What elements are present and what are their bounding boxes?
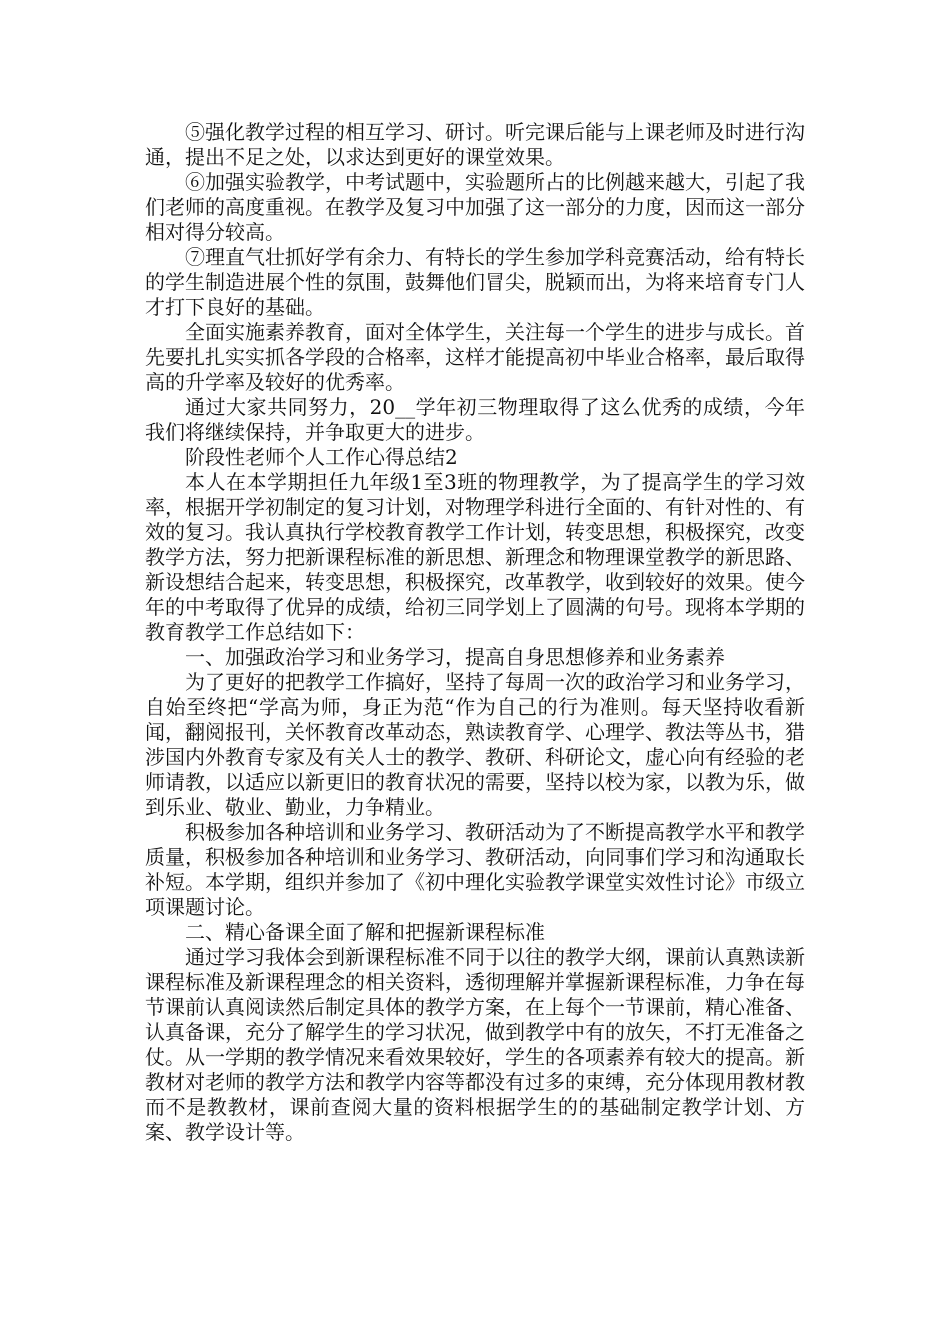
paragraph-quality-education: 全面实施素养教育，面对全体学生，关注每一个学生的进步与成长。首先要扎扎实实抓各学段的合格率，这样才能提高初中毕业合格率，最后取得高的升学率及较好的优秀率。 xyxy=(145,320,805,394)
document-page xyxy=(145,120,805,1145)
section-title-summary-2: 阶段性老师个人工作心得总结2 xyxy=(185,445,458,469)
heading-political-study: 一、加强政治学习和业务学习，提高自身思想修养和业务素养 xyxy=(185,645,725,669)
paragraph-weekly-study: 为了更好的把教学工作搞好，坚持了每周一次的政治学习和业务学习，自始至终把“学高为师，身正为范“作为自己的行为准则。每天坚持收看新闻，翻阅报刊，关怀教育改革动态，熟读教育学、心理学、教法等丛书，猎涉国内外教育专家及有关人士的教学、教研、科研论文，虚心向有经验的老师请教，以适应以新更旧的教育状况的需要，坚持以校为家，以教为乐，做到乐业、敬业、勤业，力争精业。 xyxy=(145,670,805,819)
paragraph-curriculum-standard: 通过学习我体会到新课程标准不同于以往的教学大纲，课前认真熟读新课程标准及新课程理念的相关资料，透彻理解并掌握新课程标准，力争在每节课前认真阅读然后制定具体的教学方案，在上每个一节课前，精心准备、认真备课，充分了解学生的学习状况，做到教学中有的放矢，不打无准备之仗。从一学期的教学情况来看效果较好，学生的各项素养有较大的提高。新教材对老师的教学方法和教学内容等都没有过多的束缚，充分体现用教材教而不是教教材，课前查阅大量的资料根据学生的的基础制定教学计划、方案、教学设计等。 xyxy=(145,945,805,1144)
paragraph-achievement: 通过大家共同努力，20__学年初三物理取得了这么优秀的成绩，今年我们将继续保持，并争取更大的进步。 xyxy=(145,395,805,444)
paragraph-6-experiment-teaching: ⑥加强实验教学，中考试题中，实验题所占的比例越来越大，引起了我们老师的高度重视。在教学及复习中加强了这一部分的力度，因而这一部分相对得分较高。 xyxy=(145,170,805,244)
paragraph-5-collaboration: ⑤强化教学过程的相互学习、研讨。听完课后能与上课老师及时进行沟通，提出不足之处，以求达到更好的课堂效果。 xyxy=(145,120,805,169)
paragraph-training: 积极参加各种培训和业务学习、教研活动为了不断提高教学水平和教学质量，积极参加各种培训和业务学习、教研活动，向同事们学习和沟通取长补短。本学期，组织并参加了《初中理化实验教学课堂实效性讨论》市级立项课题讨论。 xyxy=(145,820,805,919)
paragraph-7-competition: ⑦理直气壮抓好学有余力、有特长的学生参加学科竞赛活动，给有特长的学生制造进展个性的氛围，鼓舞他们冒尖，脱颖而出，为将来培育专门人才打下良好的基础。 xyxy=(145,245,805,319)
paragraph-intro: 本人在本学期担任九年级1至3班的物理教学，为了提高学生的学习效率，根据开学初制定的复习计划，对物理学科进行全面的、有针对性的、有效的复习。我认真执行学校教育教学工作计划，转变思想，积极探究，改变教学方法，努力把新课程标准的新思想、新理念和物理课堂教学的新思路、新设想结合起来，转变思想，积极探究，改革教学，收到较好的效果。使今年的中考取得了优异的成绩，给初三同学划上了圆满的句号。现将本学期的教育教学工作总结如下： xyxy=(145,470,805,644)
heading-lesson-preparation: 二、精心备课全面了解和把握新课程标准 xyxy=(185,920,545,944)
